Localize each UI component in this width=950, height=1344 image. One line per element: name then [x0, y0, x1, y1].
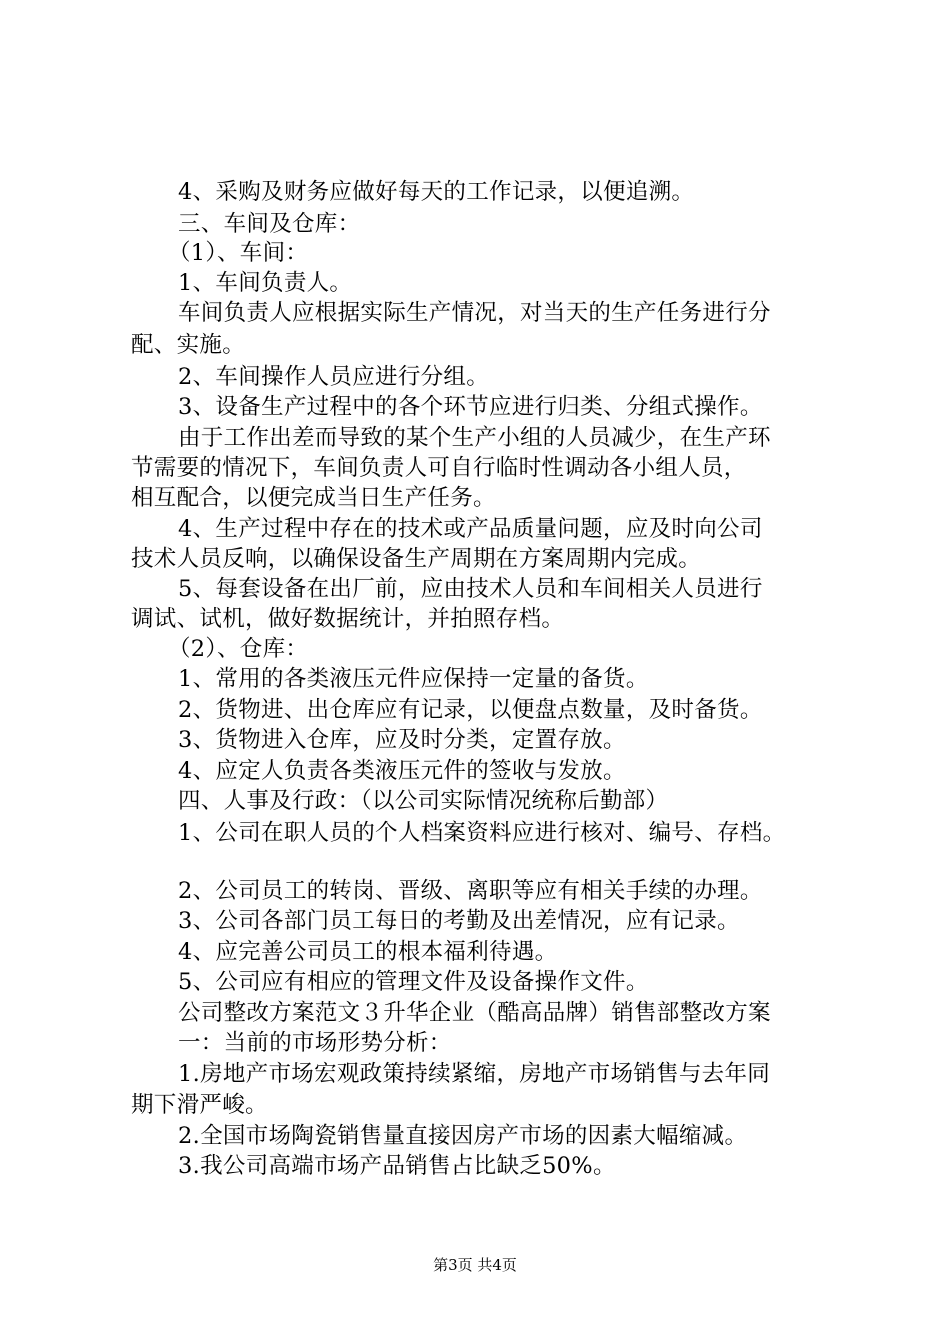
section-heading: 一：当前的市场形势分析：: [178, 1030, 452, 1056]
text-line: 4、应完善公司员工的根本福利待遇。: [178, 939, 558, 965]
text-line: 配、实施。: [131, 332, 246, 358]
text-line: 车间负责人应根据实际生产情况，对当天的生产任务进行分: [178, 300, 771, 326]
text-line: 3、公司各部门员工每日的考勤及出差情况，应有记录。: [178, 908, 740, 934]
text-line: 1、公司在职人员的个人档案资料应进行核对、编号、存档。: [178, 820, 786, 846]
text-line: 2、车间操作人员应进行分组。: [178, 364, 490, 390]
text-line: 4、采购及财务应做好每天的工作记录，以便追溯。: [178, 179, 695, 205]
text-line: 1、常用的各类液压元件应保持一定量的备货。: [178, 666, 649, 692]
section-heading: 四、人事及行政：（以公司实际情况统称后勤部）: [178, 788, 669, 814]
text-line: 节需要的情况下，车间负责人可自行临时性调动各小组人员，: [131, 455, 747, 481]
text-line: 5、公司应有相应的管理文件及设备操作文件。: [178, 969, 649, 995]
subsection-heading: （1）、车间：: [168, 240, 309, 266]
text-line: 3、货物进入仓库，应及时分类，定置存放。: [178, 727, 626, 753]
subsection-heading: （2）、仓库：: [168, 636, 309, 662]
text-line: 1、车间负责人。: [178, 270, 353, 296]
text-line: 2、货物进、出仓库应有记录，以便盘点数量，及时备货。: [178, 697, 763, 723]
text-line: 调试、试机，做好数据统计，并拍照存档。: [131, 606, 565, 632]
text-line: 2、公司员工的转岗、晋级、离职等应有相关手续的办理。: [178, 878, 763, 904]
text-line: 2.全国市场陶瓷销售量直接因房产市场的因素大幅缩减。: [178, 1123, 748, 1149]
text-line: 技术人员反响，以确保设备生产周期在方案周期内完成。: [131, 546, 702, 572]
text-line: 3、设备生产过程中的各个环节应进行归类、分组式操作。: [178, 394, 763, 420]
text-line: 3.我公司高端市场产品销售占比缺乏50%。: [178, 1153, 616, 1179]
text-line: 5、每套设备在出厂前，应由技术人员和车间相关人员进行: [178, 576, 763, 602]
page-footer: 第3页 共4页: [433, 1256, 517, 1274]
document-title-line: 公司整改方案范文３升华企业（酷高品牌）销售部整改方案: [178, 1000, 771, 1026]
text-line: 由于工作出差而导致的某个生产小组的人员减少，在生产环: [178, 425, 771, 451]
section-heading: 三、车间及仓库：: [178, 211, 361, 237]
text-line: 4、生产过程中存在的技术或产品质量问题，应及时向公司: [178, 516, 763, 542]
text-line: 期下滑严峻。: [131, 1092, 268, 1118]
text-line: 相互配合，以便完成当日生产任务。: [131, 485, 496, 511]
text-line: 4、应定人负责各类液压元件的签收与发放。: [178, 758, 626, 784]
text-line: 1.房地产市场宏观政策持续紧缩，房地产市场销售与去年同: [178, 1061, 771, 1087]
